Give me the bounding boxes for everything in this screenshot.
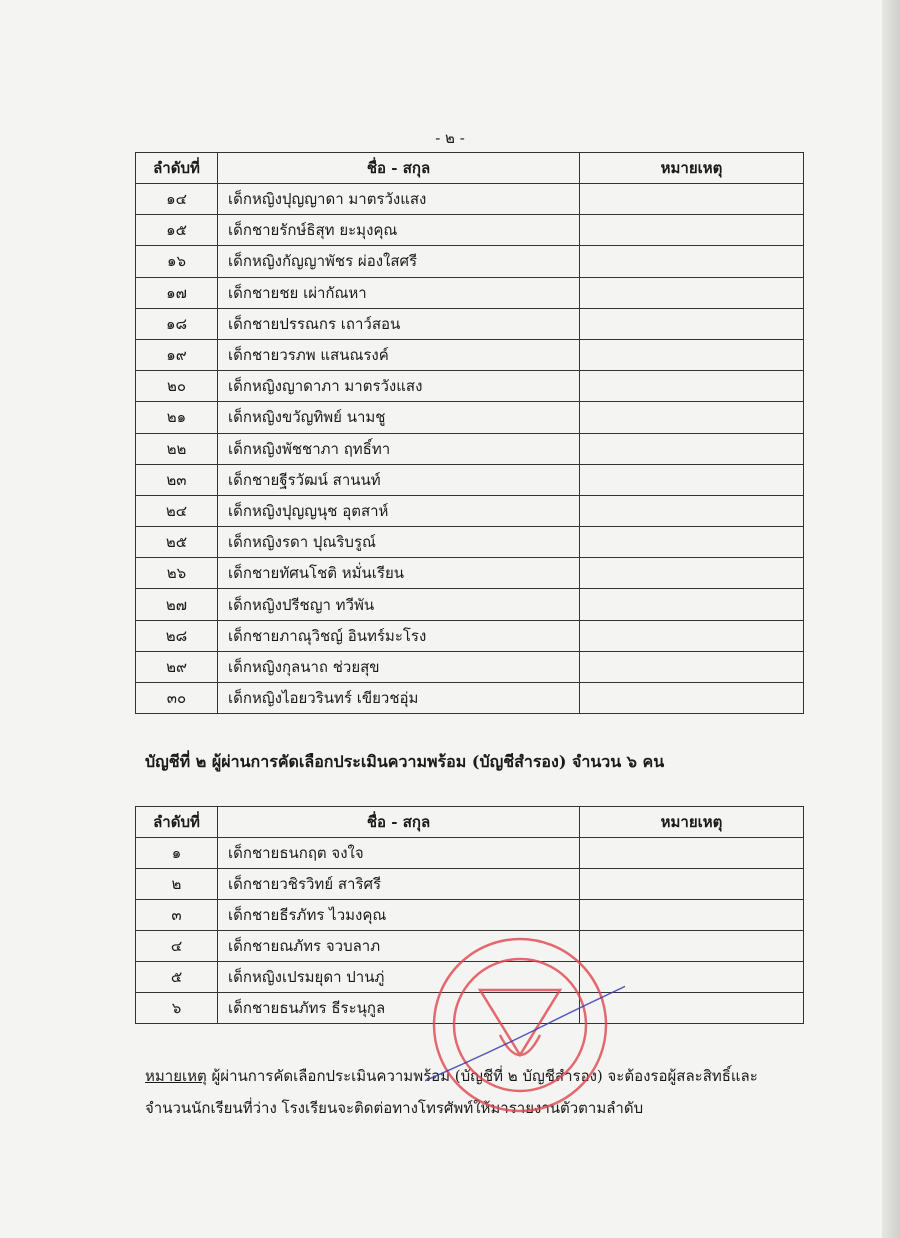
student-name: เด็กชายวรภพ แสนณรงค์ — [218, 339, 580, 370]
row-number: ๒๔ — [136, 495, 218, 526]
student-name: เด็กชายปรรณกร เถาว์สอน — [218, 308, 580, 339]
student-name: เด็กหญิงปุญญนุช อุตสาห์ — [218, 495, 580, 526]
table-row — [136, 215, 804, 246]
row-remark — [580, 215, 804, 246]
header-name: ชื่อ - สกุล — [218, 153, 580, 184]
row-remark — [580, 308, 804, 339]
row-number: ๑๙ — [136, 339, 218, 370]
table-body — [136, 184, 804, 714]
student-name: เด็กหญิงเปรมยุดา ปานภู่ — [218, 962, 580, 993]
row-number: ๒๕ — [136, 527, 218, 558]
row-number: ๒๖ — [136, 558, 218, 589]
row-number: ๓ — [136, 900, 218, 931]
table-row — [136, 527, 804, 558]
student-name: เด็กชายณภัทร จวบลาภ — [218, 931, 580, 962]
row-number: ๒๒ — [136, 433, 218, 464]
row-remark — [580, 900, 804, 931]
row-remark — [580, 993, 804, 1024]
table-row — [136, 620, 804, 651]
row-remark — [580, 931, 804, 962]
row-number: ๑ — [136, 838, 218, 869]
row-remark — [580, 339, 804, 370]
student-name: เด็กชายธีรภัทร ไวมงคุณ — [218, 900, 580, 931]
row-remark — [580, 558, 804, 589]
student-name: เด็กหญิงญาดาภา มาตรวังแสง — [218, 371, 580, 402]
header-remark: หมายเหตุ — [580, 807, 804, 838]
row-remark — [580, 433, 804, 464]
selected-students-table — [135, 152, 804, 714]
row-remark — [580, 371, 804, 402]
table-row — [136, 339, 804, 370]
table-header-row — [136, 807, 804, 838]
row-remark — [580, 869, 804, 900]
student-name: เด็กหญิงปุญญาดา มาตรวังแสง — [218, 184, 580, 215]
seal-emblem-lotus — [500, 1035, 540, 1055]
row-remark — [580, 838, 804, 869]
row-number: ๔ — [136, 931, 218, 962]
row-number: ๒ — [136, 869, 218, 900]
header-name: ชื่อ - สกุล — [218, 807, 580, 838]
reserve-list-heading: บัญชีที่ ๒ ผู้ผ่านการคัดเลือกประเมินความพร้อม (บัญชีสำรอง) จำนวน ๖ คน — [145, 752, 665, 771]
row-number: ๕ — [136, 962, 218, 993]
table-header-row — [136, 153, 804, 184]
table-row — [136, 869, 804, 900]
header-number: ลำดับที่ — [136, 153, 218, 184]
student-name: เด็กหญิงกัญญาพัชร ผ่องใสศรี — [218, 246, 580, 277]
row-remark — [580, 402, 804, 433]
table-row — [136, 838, 804, 869]
remark-label: หมายเหตุ — [145, 1067, 207, 1085]
row-remark — [580, 527, 804, 558]
row-number: ๒๓ — [136, 464, 218, 495]
table-row — [136, 464, 804, 495]
table-row — [136, 277, 804, 308]
page-edge-shadow — [882, 0, 900, 1238]
row-remark — [580, 464, 804, 495]
header-number: ลำดับที่ — [136, 807, 218, 838]
student-name: เด็กชายภาณุวิชญ์ อินทร์มะโรง — [218, 620, 580, 651]
table-row — [136, 371, 804, 402]
row-remark — [580, 620, 804, 651]
row-number: ๑๔ — [136, 184, 218, 215]
table-row — [136, 402, 804, 433]
reserve-students-table — [135, 806, 804, 1024]
student-name: เด็กชายชย เผ่ากัณหา — [218, 277, 580, 308]
student-name: เด็กหญิงปรีชญา ทวีพัน — [218, 589, 580, 620]
row-number: ๒๘ — [136, 620, 218, 651]
row-remark — [580, 495, 804, 526]
row-number: ๑๗ — [136, 277, 218, 308]
student-name: เด็กชายรักษ์ธิสุท ยะมุงคุณ — [218, 215, 580, 246]
row-remark — [580, 277, 804, 308]
row-number: ๒๑ — [136, 402, 218, 433]
row-remark — [580, 962, 804, 993]
row-number: ๒๐ — [136, 371, 218, 402]
row-number: ๒๗ — [136, 589, 218, 620]
row-remark — [580, 589, 804, 620]
student-name: เด็กหญิงรดา ปุณริบรูณ์ — [218, 527, 580, 558]
table-row — [136, 589, 804, 620]
table-row — [136, 246, 804, 277]
table-row — [136, 683, 804, 714]
row-number: ๒๙ — [136, 651, 218, 682]
table-row — [136, 900, 804, 931]
table-row — [136, 931, 804, 962]
row-number: ๑๖ — [136, 246, 218, 277]
student-name: เด็กหญิงไอยวรินทร์ เขียวชอุ่ม — [218, 683, 580, 714]
table-row — [136, 433, 804, 464]
student-name: เด็กชายธนภัทร ธีระนุกูล — [218, 993, 580, 1024]
table-row — [136, 184, 804, 215]
student-name: เด็กหญิงพัชชาภา ฤทธิ์ทา — [218, 433, 580, 464]
student-name: เด็กชายฐีรวัฒน์ สานนท์ — [218, 464, 580, 495]
row-remark — [580, 246, 804, 277]
table-body — [136, 838, 804, 1024]
student-name: เด็กหญิงขวัญทิพย์ นามชู — [218, 402, 580, 433]
page-number: - ๒ - — [435, 129, 465, 147]
row-number: ๑๕ — [136, 215, 218, 246]
remark-text: ผู้ผ่านการคัดเลือกประเมินความพร้อม (บัญชีที่ ๒ บัญชีสำรอง) จะต้องรอผู้สละสิทธิ์และจำนวนนักเรียนที่ว่าง โรงเรียนจะติดต่อทางโทรศัพท์ให้มารายงานตัวตามลำดับ — [145, 1067, 758, 1117]
row-remark — [580, 683, 804, 714]
table-row — [136, 993, 804, 1024]
row-number: ๓๐ — [136, 683, 218, 714]
row-remark — [580, 651, 804, 682]
row-number: ๑๘ — [136, 308, 218, 339]
student-name: เด็กชายธนกฤต จงใจ — [218, 838, 580, 869]
table-row — [136, 558, 804, 589]
row-remark — [580, 184, 804, 215]
student-name: เด็กชายทัศนโชติ หมั่นเรียน — [218, 558, 580, 589]
table-row — [136, 962, 804, 993]
table-row — [136, 495, 804, 526]
student-name: เด็กหญิงกุลนาถ ช่วยสุข — [218, 651, 580, 682]
header-remark: หมายเหตุ — [580, 153, 804, 184]
row-number: ๖ — [136, 993, 218, 1024]
student-name: เด็กชายวชิรวิทย์ สาริศรี — [218, 869, 580, 900]
table-row — [136, 308, 804, 339]
table-row — [136, 651, 804, 682]
remark-note — [145, 1060, 765, 1124]
